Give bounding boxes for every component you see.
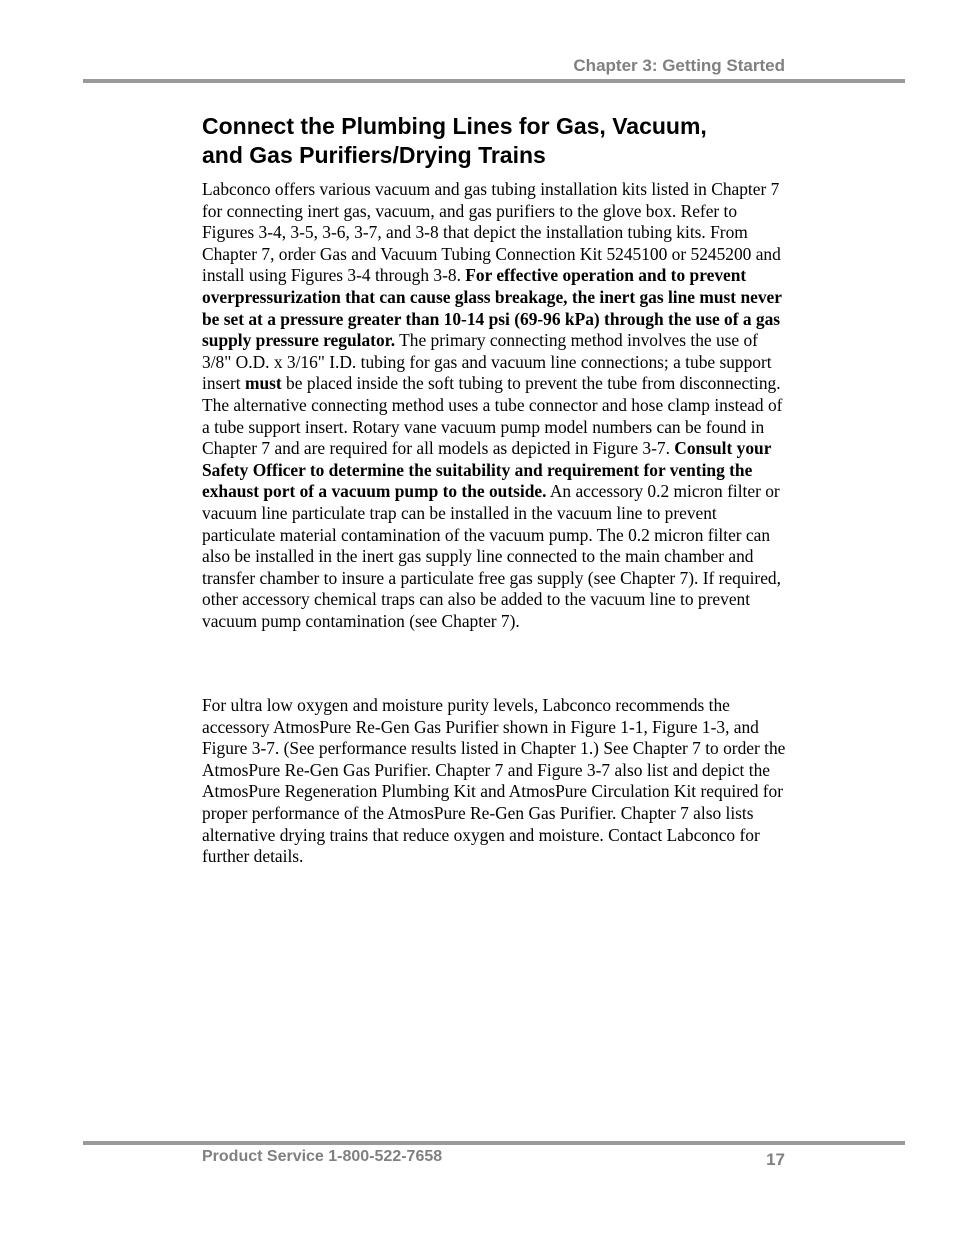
body-paragraph-1 xyxy=(202,179,786,632)
para1-text-3: be placed inside the soft tubing to prevent the tube from disconnecting. The alternative connecting method uses a tube connector and hose clamp instead of a tube support insert. Rotary vane vacuum pump model numbers can be found in Chapter 7 and are required for all models as depicted in Figure 3-7. xyxy=(202,373,783,459)
para1-text-2: The primary connecting method involves the use of 3/8" O.D. x 3/16" I.D. tubing for gas and vacuum line connections; a tube support insert xyxy=(202,330,772,394)
running-head: Chapter 3: Getting Started xyxy=(573,56,785,75)
para1-bold-warning: For effective operation and to prevent overpressurization that can cause glass breakage, the inert gas line must never be set at a pressure greater than 10-14 psi (69-96 kPa) through the use of a gas supply pressure regulator. xyxy=(202,265,782,351)
footer-rule xyxy=(83,1141,905,1145)
page-number: 17 xyxy=(766,1150,785,1169)
para1-text-1: Labconco offers various vacuum and gas tubing installation kits listed in Chapter 7 for connecting inert gas, vacuum, and gas purifiers to the glove box. Refer to Figures 3-4, 3-5, 3-6, 3-7, and 3-8 that depict the installation tubing kits. From Chapter 7, order Gas and Vacuum Tubing Connection Kit 5245100 or 5245200 and install using Figures 3-4 through 3-8. xyxy=(202,179,781,286)
section-heading-line1: Connect the Plumbing Lines for Gas, Vacuum, xyxy=(202,113,707,139)
header-rule xyxy=(83,79,905,83)
para1-text-4: An accessory 0.2 micron filter or vacuum line particulate trap can be installed in the vacuum line to prevent particulate material contamination of the vacuum pump. The 0.2 micron filter can also be installed in the inert gas supply line connected to the main chamber and transfer chamber to insure a particulate free gas supply (see Chapter 7). If required, other accessory chemical traps can also be added to the vacuum line to prevent vacuum pump contamination (see Chapter 7). xyxy=(202,481,781,631)
body-paragraph-2: For ultra low oxygen and moisture purity levels, Labconco recommends the accessory AtmosPure Re-Gen Gas Purifier shown in Figure 1-1, Figure 1-3, and Figure 3-7. (See performance results listed in Chapter 1.) See Chapter 7 to order the AtmosPure Re-Gen Gas Purifier. Chapter 7 and Figure 3-7 also list and depict the AtmosPure Regeneration Plumbing Kit and AtmosPure Circulation Kit required for proper performance of the AtmosPure Re-Gen Gas Purifier. Chapter 7 also lists alternative drying trains that reduce oxygen and moisture. Contact Labconco for further details. xyxy=(202,695,786,867)
para1-bold-must: must xyxy=(244,373,282,394)
section-heading xyxy=(202,112,802,170)
section-heading-line2: and Gas Purifiers/Drying Trains xyxy=(202,142,546,168)
para1-bold-safety: Consult your Safety Officer to determine the suitability and requirement for venting the exhaust port of a vacuum pump to the outside. xyxy=(202,438,772,502)
footer-product-service: Product Service 1-800-522-7658 xyxy=(202,1148,443,1165)
